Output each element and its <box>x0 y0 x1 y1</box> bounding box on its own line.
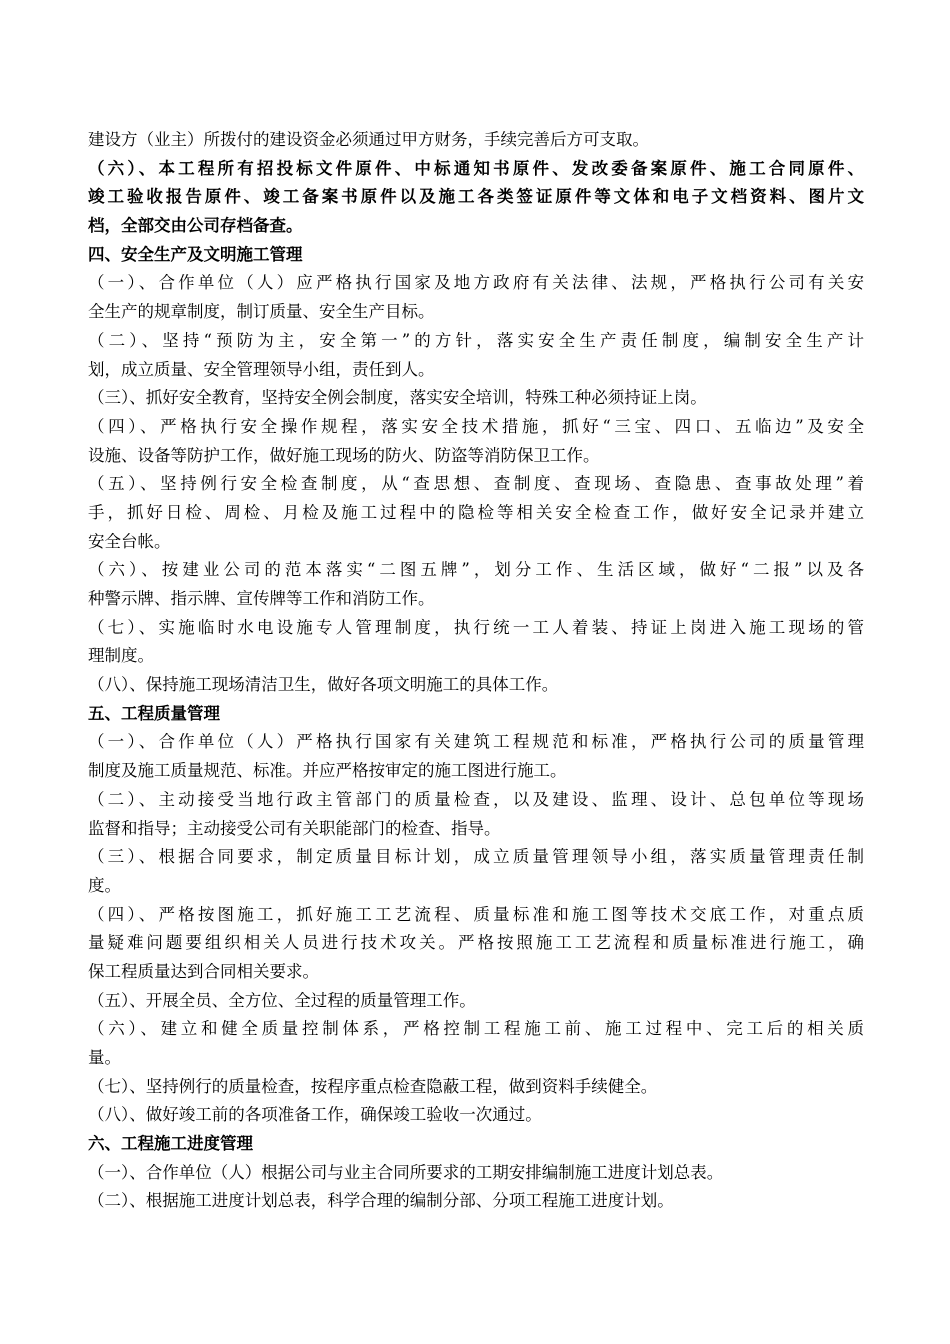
text-line: （四）、严格执行安全操作规程，落实安全技术措施，抓好“三宝、四口、五临边”及安全 <box>88 416 864 436</box>
text-line: （一）、合作单位（人）应严格执行国家及地方政府有关法律、法规，严格执行公司有关安 <box>88 273 864 293</box>
document-page <box>88 126 864 1216</box>
bold-text-line: 四、安全生产及文明施工管理 <box>88 244 303 264</box>
text-line: 种警示牌、指示牌、宣传牌等工作和消防工作。 <box>88 589 435 608</box>
text-line: （六）、建立和健全质量控制体系，严格控制工程施工前、施工过程中、完工后的相关质 <box>88 1019 864 1039</box>
text-line: 设施、设备等防护工作，做好施工现场的防火、防盗等消防保卫工作。 <box>88 445 600 465</box>
text-line: （五）、坚持例行安全检查制度，从“查思想、查制度、查现场、查隐患、查事故处理”着 <box>88 474 864 494</box>
text-line: （七）、坚持例行的质量检查，按程序重点检查隐蔽工程，做到资料手续健全。 <box>88 1076 658 1096</box>
text-line: （三）、抓好安全教育，坚持安全例会制度，落实安全培训，特殊工种必须持证上岗。 <box>88 388 707 408</box>
text-line: （二）、坚持“预防为主，安全第一”的方针，落实安全生产责任制度，编制安全生产计 <box>88 330 864 350</box>
bold-text-line: 档，全部交由公司存档备查。 <box>88 216 303 236</box>
text-line: 划，成立质量、安全管理领导小组，责任到人。 <box>88 359 435 379</box>
bold-text-line: 竣工验收报告原件、竣工备案书原件以及施工各类签证原件等文体和电子文档资料、图片文 <box>88 187 864 207</box>
text-line: 保工程质量达到合同相关要求。 <box>88 961 319 981</box>
bold-text-line: 五、工程质量管理 <box>88 703 220 723</box>
text-line: （八）、保持施工现场清洁卫生，做好各项文明施工的具体工作。 <box>88 675 559 695</box>
text-line: （一）、合作单位（人）严格执行国家有关建筑工程规范和标准，严格执行公司的质量管理 <box>88 732 864 752</box>
text-line: （五）、开展全员、全方位、全过程的质量管理工作。 <box>88 990 476 1010</box>
bold-text-line: （六）、本工程所有招投标文件原件、中标通知书原件、发改委备案原件、施工合同原件、 <box>88 158 864 178</box>
text-line: （二）、根据施工进度计划总表，科学合理的编制分部、分项工程施工进度计划。 <box>88 1191 674 1211</box>
text-line: （二）、主动接受当地行政主管部门的质量检查，以及建设、监理、设计、总包单位等现场 <box>88 789 864 809</box>
text-line: 建设方（业主）所拨付的建设资金必须通过甲方财务，手续完善后方可支取。 <box>88 130 649 149</box>
text-line: （七）、实施临时水电设施专人管理制度，执行统一工人着装、持证上岗进入施工现场的管 <box>88 617 864 637</box>
text-line: 理制度。 <box>88 646 154 666</box>
text-line: 全生产的规章制度，制订质量、安全生产目标。 <box>88 302 435 322</box>
bold-text-line: 六、工程施工进度管理 <box>88 1134 253 1154</box>
text-line: （一）、合作单位（人）根据公司与业主合同所要求的工期安排编制施工进度计划总表。 <box>88 1162 724 1182</box>
text-line: 监督和指导；主动接受公司有关职能部门的检查、指导。 <box>88 818 501 838</box>
text-line: 量。 <box>88 1048 121 1067</box>
text-line: （八）、做好竣工前的各项准备工作，确保竣工验收一次通过。 <box>88 1105 542 1125</box>
text-line: 手，抓好日检、周检、月检及施工过程中的隐检等相关安全检查工作，做好安全记录并建立 <box>88 502 864 522</box>
text-line: 量疑难问题要组织相关人员进行技术攻关。严格按照施工工艺流程和质量标准进行施工，确 <box>88 933 864 953</box>
text-line: （六）、按建业公司的范本落实“二图五牌”，划分工作、生活区域，做好“二报”以及各 <box>88 560 864 580</box>
text-line: 安全台帐。 <box>88 531 171 551</box>
text-line: （三）、根据合同要求，制定质量目标计划，成立质量管理领导小组，落实质量管理责任制 <box>88 847 864 867</box>
text-line: （四）、严格按图施工，抓好施工工艺流程、质量标准和施工图等技术交底工作，对重点质 <box>88 904 864 924</box>
text-line: 制度及施工质量规范、标准。并应严格按审定的施工图进行施工。 <box>88 761 567 781</box>
text-line: 度。 <box>88 875 121 895</box>
